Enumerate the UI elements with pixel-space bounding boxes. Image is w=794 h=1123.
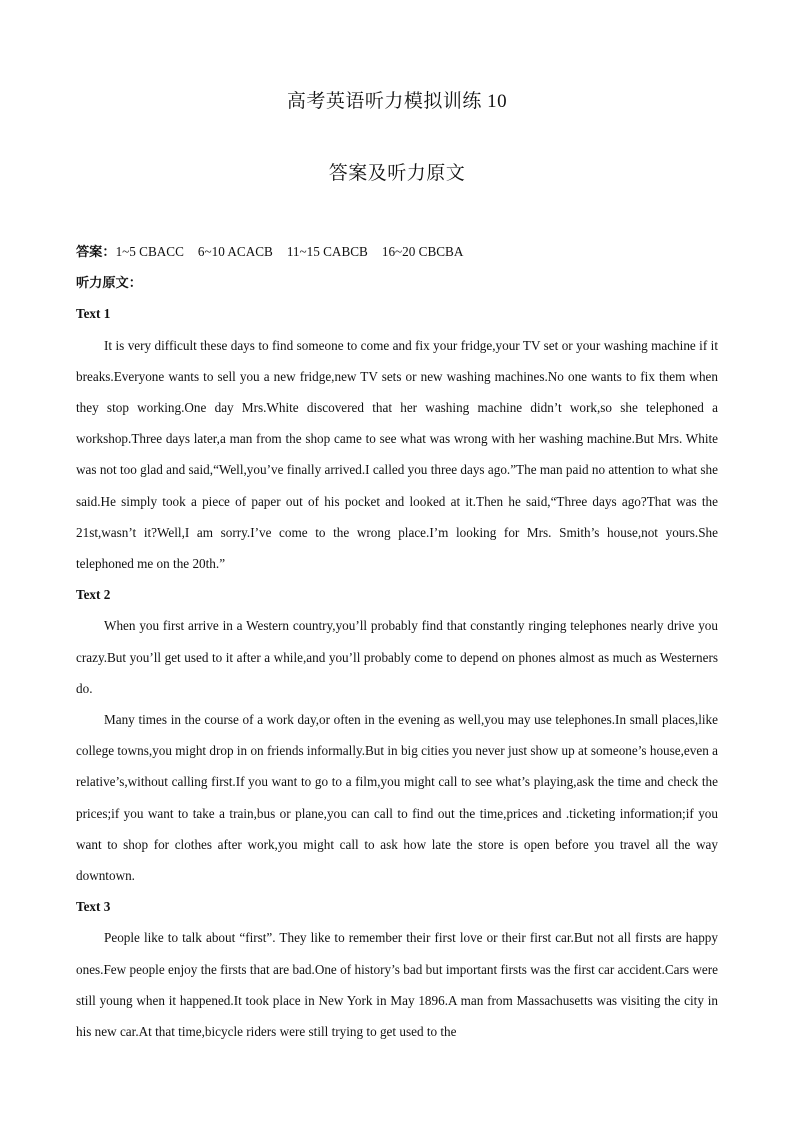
document-title: 高考英语听力模拟训练 10 [286,91,508,112]
document-subtitle: 答案及听力原文 [328,163,466,184]
answer-key-label: 答案： [76,244,116,259]
text-3-paragraph-1: People like to talk about “first”. They like to remember their first love or their first car.But not all firsts are happy ones.Few people enjoy the firsts that are bad.One of history’s bad but important firsts was the first car accident.Cars were still young when it happened.It took place in New York in May 1896.A man from Massachusetts was visiting the city in his new car.At that time,bicycle riders were still trying to get used to the [76,930,718,1040]
text-1-paragraph-1: It is very difficult these days to find someone to come and fix your fridge,your TV set or your washing machine if it breaks.Everyone wants to sell you a new fridge,new TV sets or new washing machines.No one wants to fix them when they stop working.One day Mrs.White discovered that her washing machine didn’t work,so she telephoned a workshop.Three days later,a man from the shop came to see what was wrong with her washing machine.But Mrs. White was not too glad and said,“Well,you’ve finally arrived.I called you three days ago.”The man paid no attention to what she said.He simply took a piece of paper out of his pocket and looked at it.Then he said,“Three days ago?That was the 21st,wasn’t it?Well,I am sorry.I’ve come to the wrong place.I’m looking for Mrs. Smith’s house,not yours.She telephoned me on the 20th.” [76,337,718,572]
text-2-paragraph-1: When you first arrive in a Western country,you’ll probably find that constantly ringing telephones nearly drive you crazy.But you’ll get used to it after a while,and you’ll probably come to depend on phones almost as much as Westerners do. [76,618,718,696]
answer-group-1: 1~5 CBACC [115,244,184,259]
text-3-heading: Text 3 [76,899,111,915]
answer-group-2: 6~10 ACACB [197,244,273,259]
transcript-label: 听力原文： [76,275,142,291]
text-2-paragraph-2: Many times in the course of a work day,or often in the evening as well,you may use telephones.In small places,like college towns,you might drop in on friends informally.But in big cities you never just show up at someone’s house,even a relative’s,without calling first.If you want to go to a film,you might call to see what’s playing,ask the time and check the prices;if you want to take a train,bus or plane,you can call to find out the time,prices and .ticketing information;if you want to shop for clothes after work,you might call to ask how late the store is open before you travel all the way downtown. [76,712,718,884]
text-2-heading: Text 2 [76,587,111,603]
answer-group-4: 16~20 CBCBA [381,244,464,259]
text-1-heading: Text 1 [76,306,111,322]
document-body [76,236,718,1047]
answer-group-3: 11~15 CABCB [286,244,368,259]
answer-key-line [76,236,718,267]
